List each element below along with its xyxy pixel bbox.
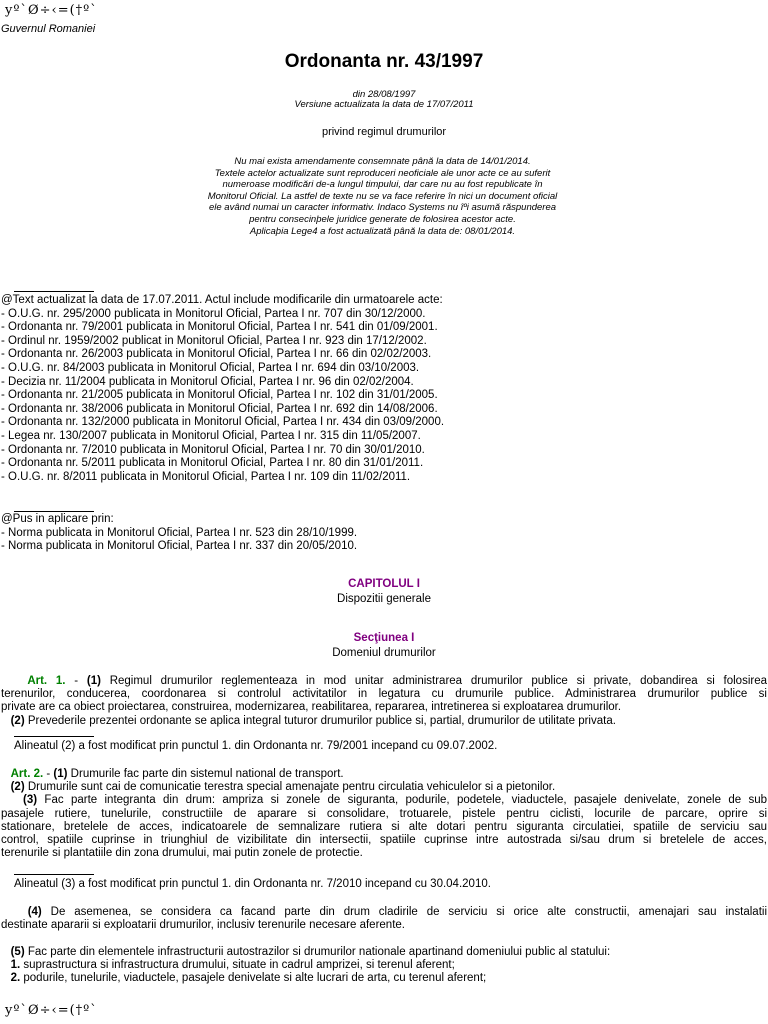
- section-heading: Secţiunea I: [353, 632, 415, 644]
- divider: [14, 511, 94, 512]
- divider: [14, 291, 94, 292]
- list-item: - Ordinul nr. 1959/2002 publicat in Monitorul Oficial, Partea I nr. 923 din 17/12/2002.: [1, 334, 427, 347]
- list-item: - O.U.G. nr. 84/2003 publicata in Monitorul Oficial, Partea I nr. 694 din 03/10/2003.: [1, 361, 420, 374]
- text-line: terenurile si plantatiile din zona drumului, mai putin zonele de protectie.: [1, 847, 363, 860]
- text-line: stationare, bretelele de acces, indicatoarele de semnalizare rutiera si alte dotari pentru siguranta circulatiei, spatiile de serviciu sau: [1, 820, 767, 833]
- disclaimer-line: ele având numai un caracter informativ. Indaco Systems nu îºi asumă răspunderea: [208, 202, 557, 214]
- disclaimer: [180, 156, 585, 237]
- amendments-list: [1, 294, 444, 484]
- amendment-note: Alineatul (3) a fost modificat prin punctul 1. din Ordonanta nr. 7/2010 incepand cu 30.04.2010.: [14, 878, 491, 890]
- disclaimer-line: numeroase modificări de-a lungul timpului, dar care nu au fost republicate în: [222, 179, 543, 191]
- version-line: Versiune actualizata la data de 17/07/2011: [294, 99, 474, 110]
- paragraph-number: (2): [10, 714, 25, 727]
- document-title: Ordonanta nr. 43/1997: [284, 51, 484, 72]
- text-line: private are ca obiect proiectarea, construirea, modernizarea, reabilitarea, repararea, intretinerea si exploatarea drumurilor.: [1, 701, 622, 714]
- article-1: [1, 675, 767, 728]
- document-subject: privind regimul drumurilor: [321, 126, 447, 138]
- list-item: - Norma publicata in Monitorul Oficial, Partea I nr. 337 din 20/05/2010.: [1, 540, 358, 553]
- footer-code: yº`Ø÷‹=(†º`: [5, 1003, 98, 1018]
- text-line: control, spatiile cuprinse in triunghiul de vizibilitate din intersectii, spatiile cuprinse intre autostrada si/sau drum si bretelele de acces,: [1, 834, 767, 847]
- article-label: Art. 2.: [10, 768, 44, 780]
- item-number: 2.: [10, 972, 21, 985]
- divider: [14, 736, 94, 737]
- text-line: pasajele rutiere, tunelurile, constructiile de aparare si consolidare, trotuarele, pistele pentru ciclisti, locurile de parcare, oprire si: [1, 807, 767, 820]
- chapter-title: Dispozitii generale: [337, 593, 431, 605]
- list-item: @Pus in aplicare prin:: [1, 513, 114, 525]
- text-line: (4) De asemenea, se considera ca facand parte din drum cladirile de serviciu si orice alte constructii, amenajari sau instalatii: [27, 906, 767, 918]
- text-line: (3) Fac parte integranta din drum: ampriza si zonele de siguranta, podurile, podetele, viaductele, pasajele denivelate, zonele de sub: [23, 794, 767, 807]
- disclaimer-line: Nu mai exista amendamente consemnate până la data de 14/01/2014.: [234, 156, 531, 167]
- divider: [14, 874, 94, 875]
- list-item: - Ordonanta nr. 21/2005 publicata in Monitorul Oficial, Partea I nr. 102 din 31/01/2005.: [1, 389, 438, 402]
- paragraph-number: (4): [27, 906, 42, 918]
- list-item: - Decizia nr. 11/2004 publicata in Monitorul Oficial, Partea I nr. 96 din 02/02/2004.: [1, 375, 414, 388]
- section-title: Domeniul drumurilor: [332, 647, 436, 659]
- text-line: (5) Fac parte din elementele infrastructurii autostrazilor si drumurilor nationale apartinand domeniului public al statului:: [10, 946, 611, 958]
- list-item: 1. suprastructura si infrastructura drumului, situate in cadrul amprizei, si terenul aferent;: [10, 959, 455, 972]
- paragraph-number: (5): [10, 946, 25, 958]
- document-date: din 28/08/1997: [352, 89, 416, 100]
- disclaimer-line: pentru consecinþele juridice generate de folosirea acestor acte.: [249, 213, 516, 225]
- paragraph-number: (1): [53, 768, 68, 780]
- disclaimer-line: Monitorul Oficial. La astfel de texte nu se va face referire în nici un document oficial: [207, 190, 558, 202]
- text-line: (2) Prevederile prezentei ordonante se aplica integral tuturor drumurilor publice si, partial, drumurilor de utilitate privata.: [10, 714, 616, 727]
- list-item: - Legea nr. 130/2007 publicata in Monitorul Oficial, Partea I nr. 315 din 11/05/2007.: [1, 429, 421, 442]
- list-item: - O.U.G. nr. 8/2011 publicata in Monitorul Oficial, Partea I nr. 109 din 11/02/2011.: [1, 470, 411, 483]
- text-line: destinate apararii si exploatarii drumurilor, inclusiv terenurile necesare aferente.: [1, 919, 405, 932]
- header-code: yº`Ø÷‹=(†º`: [5, 3, 98, 18]
- list-item: @Text actualizat la data de 17.07.2011. Actul include modificarile din urmatoarele acte:: [1, 294, 443, 306]
- text-line: Art. 1. - (1) Regimul drumurilor reglementeaza in mod unitar administrarea drumurilor publice si private, dobandirea si folosirea: [27, 675, 767, 687]
- applied-list: [1, 513, 357, 554]
- list-item: - Ordonanta nr. 79/2001 publicata in Monitorul Oficial, Partea I nr. 541 din 01/09/2001.: [1, 321, 438, 334]
- list-item: - O.U.G. nr. 295/2000 publicata in Monitorul Oficial, Partea I nr. 707 din 30/12/2000.: [1, 307, 426, 320]
- article-2-paragraph-5: [1, 946, 767, 986]
- disclaimer-line: Textele actelor actualizate sunt reproduceri neoficiale ale unor acte ce au suferit: [214, 167, 551, 179]
- text-line: (2) Drumurile sunt cai de comunicatie terestra special amenajate pentru circulatia vehiculelor si a pietonilor.: [10, 781, 556, 794]
- article-label: Art. 1.: [27, 675, 66, 687]
- list-item: 2. podurile, tunelurile, viaductele, pasajele denivelate si alte lucrari de arta, cu terenul aferent;: [10, 972, 487, 985]
- list-item: - Ordonanta nr. 5/2011 publicata in Monitorul Oficial, Partea I nr. 80 din 31/01/2011.: [1, 457, 424, 470]
- list-item: - Ordonanta nr. 26/2003 publicata in Monitorul Oficial, Partea I nr. 66 din 02/02/2003.: [1, 348, 432, 361]
- text-line: Art. 2. - (1) Drumurile fac parte din sistemul national de transport.: [10, 768, 344, 780]
- list-item: - Ordonanta nr. 132/2000 publicata in Monitorul Oficial, Partea I nr. 434 din 03/09/2000.: [1, 416, 445, 429]
- disclaimer-line: Aplicaþia Lege4 a fost actualizată până la data de: 08/01/2014.: [249, 225, 516, 237]
- paragraph-number: (1): [86, 675, 101, 687]
- text-line: terenurilor, conducerea, coordonarea si controlul activitatilor in legatura cu drumurile publice. Administrarea drumurilor publice si: [1, 688, 767, 701]
- amendment-note: Alineatul (2) a fost modificat prin punctul 1. din Ordonanta nr. 79/2001 incepand cu 09.07.2002.: [14, 740, 498, 752]
- list-item: - Ordonanta nr. 38/2006 publicata in Monitorul Oficial, Partea I nr. 692 din 14/08/2006.: [1, 402, 438, 415]
- item-number: 1.: [10, 959, 21, 972]
- article-2: [1, 768, 767, 860]
- paragraph-number: (2): [10, 781, 25, 794]
- issuer: Guvernul Romaniei: [1, 23, 96, 35]
- article-2-paragraph-4: [1, 906, 767, 932]
- list-item: - Ordonanta nr. 7/2010 publicata in Monitorul Oficial, Partea I nr. 70 din 30/01/2010.: [1, 443, 425, 456]
- paragraph-number: (3): [23, 794, 38, 807]
- list-item: - Norma publicata in Monitorul Oficial, Partea I nr. 523 din 28/10/1999.: [1, 526, 358, 539]
- chapter-heading: CAPITOLUL I: [348, 578, 420, 590]
